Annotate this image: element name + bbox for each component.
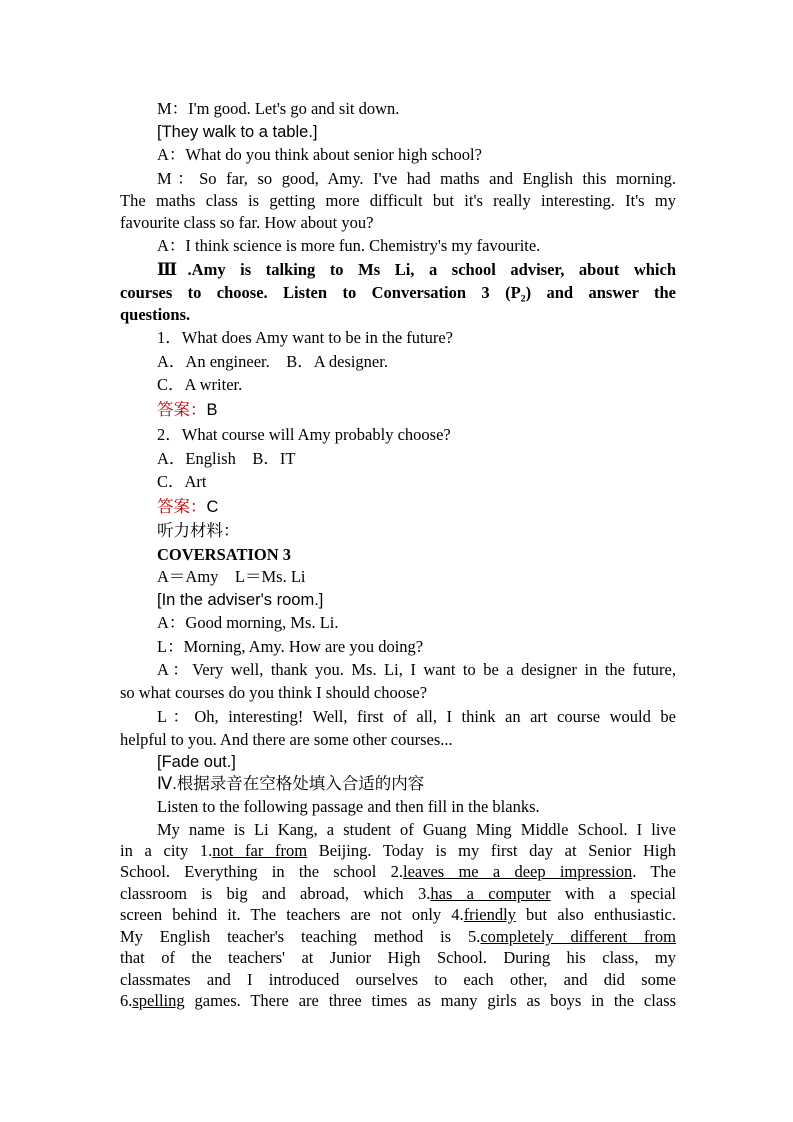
passage-line: in a city 1.not far from Beijing. Today is my first day at Senior High: [120, 841, 676, 860]
stage-direction: [In the adviser's room.]: [157, 591, 324, 609]
dialogue-line: A：Good morning, Ms. Li.: [157, 613, 339, 632]
blank-answer-1: not far from: [212, 841, 308, 860]
question-2: 2．What course will Amy probably choose?: [157, 425, 451, 444]
material-label: 听力材料：: [157, 522, 240, 540]
dialogue-line-a1: A：What do you think about senior high school?: [157, 145, 482, 164]
passage-line: My name is Li Kang, a student of Guang Ming Middle School. I live: [157, 820, 676, 839]
answer-value: B: [206, 401, 218, 419]
section-heading-cont: courses to choose. Listen to Conversation 3 (P₂) and answer the: [120, 283, 676, 302]
dialogue-line: A：Very well, thank you. Ms. Li, I want to be a designer in the future,: [157, 660, 676, 679]
blank-answer-6: spelling: [132, 991, 185, 1010]
dialogue-line-m2-cont: The maths class is getting more difficult but it's really interesting. It's my: [120, 191, 676, 210]
passage-line: classroom is big and abroad, which 3.has a computer with a special: [120, 884, 677, 903]
passage-line: 6.spelling games. There are three times as many girls as boys in the class: [120, 991, 676, 1010]
dialogue-line: L：Morning, Amy. How are you doing?: [157, 637, 424, 656]
question-2-options: A．English B．IT: [157, 449, 296, 468]
answer-label: 答案：: [157, 401, 207, 419]
dialogue-line-cont: so what courses do you think I should choose?: [120, 683, 428, 702]
section-heading-end: questions.: [120, 305, 191, 324]
answer-label: 答案：: [157, 498, 207, 516]
dialogue-line-cont: helpful to you. And there are some other courses...: [120, 730, 453, 749]
stage-direction: [Fade out.]: [157, 753, 236, 771]
question-1: 1．What does Amy want to be in the future?: [157, 328, 454, 347]
dialogue-line-m1: M：I'm good. Let's go and sit down.: [157, 99, 400, 118]
speaker-key: A＝Amy L＝Ms. Li: [157, 567, 306, 586]
passage-line: classmates and I introduced ourselves to each other, and did some: [120, 970, 676, 989]
dialogue-line: L：Oh, interesting! Well, first of all, I think an art course would be: [157, 707, 676, 726]
section-heading-4: Ⅳ.根据录音在空格处填入合适的内容: [157, 775, 425, 793]
blank-answer-2: leaves me a deep impression: [402, 862, 633, 881]
passage-line: School. Everything in the school 2.leaves me a deep impression. The: [120, 862, 676, 881]
blank-answer-3: has a computer: [430, 884, 551, 903]
instruction: Listen to the following passage and then fill in the blanks.: [157, 797, 540, 816]
stage-direction: [They walk to a table.]: [157, 123, 318, 141]
passage-line: that of the teachers' at Junior High School. During his class, my: [120, 948, 676, 967]
blank-answer-5: completely different from: [480, 927, 676, 946]
dialogue-line-a2: A：I think science is more fun. Chemistry's my favourite.: [157, 236, 541, 255]
dialogue-line-m2: M：So far, so good, Amy. I've had maths and English this morning.: [157, 169, 676, 188]
section-heading: Ⅲ.Amy is talking to Ms Li, a school adviser, about which: [157, 260, 676, 279]
answer-value: C: [206, 498, 219, 516]
dialogue-line-m2-end: favourite class so far. How about you?: [120, 213, 374, 232]
conversation-title: COVERSATION 3: [157, 545, 292, 564]
question-1-options-2: C．A writer.: [157, 375, 243, 394]
passage-line: screen behind it. The teachers are not only 4.friendly but also enthusiastic.: [120, 905, 676, 924]
answer-2: [157, 497, 218, 517]
question-2-options-2: C．Art: [157, 472, 207, 491]
passage-line: My English teacher's teaching method is 5.completely different from: [120, 927, 676, 946]
question-1-options: A．An engineer. B．A designer.: [157, 352, 388, 371]
blank-answer-4: friendly: [463, 905, 516, 924]
answer-1: [157, 400, 218, 420]
